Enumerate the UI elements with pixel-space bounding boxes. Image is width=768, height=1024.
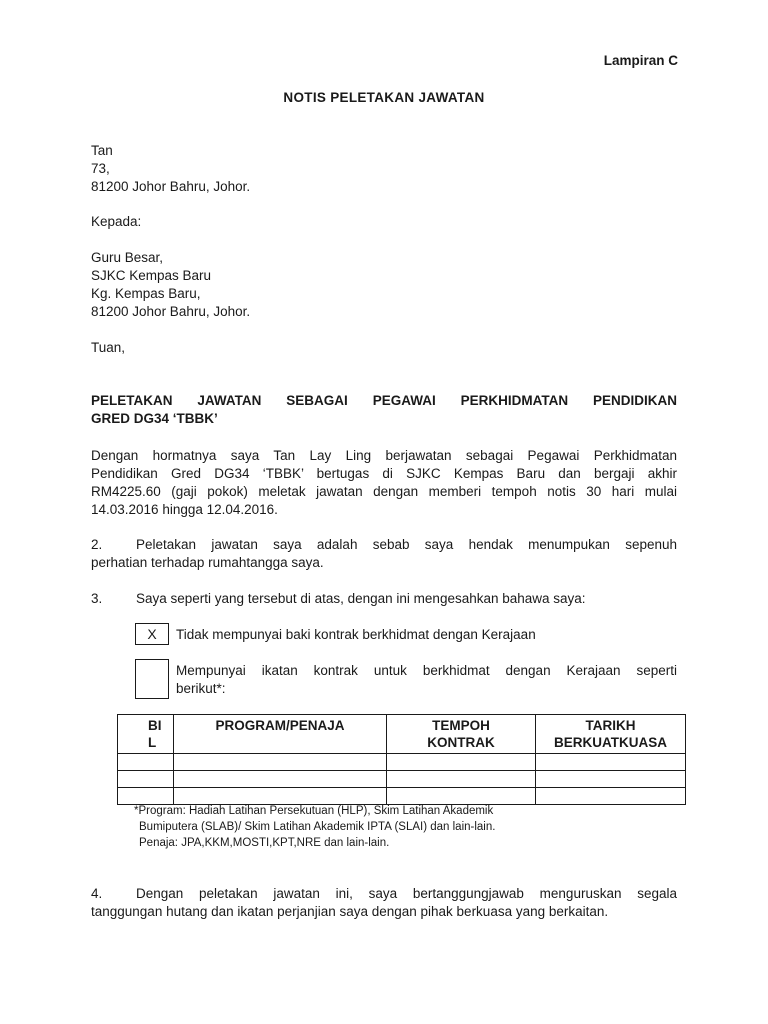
recipient-line: Kg. Kempas Baru, xyxy=(91,286,201,301)
contract-table xyxy=(117,714,686,805)
recipient-line: Guru Besar, xyxy=(91,250,164,265)
sender-address-line: 73, xyxy=(91,161,110,176)
table-row xyxy=(118,754,686,771)
table-row xyxy=(118,788,686,805)
document-title: NOTIS PELETAKAN JAWATAN xyxy=(283,90,485,105)
subject-line: PELETAKAN JAWATAN SEBAGAI PEGAWAI PERKHIDMATAN PENDIDIKAN xyxy=(91,393,677,408)
column-header-tarikh: TARIKH BERKUATKUASA xyxy=(536,715,686,754)
paragraph-3-text: Saya seperti yang tersebut di atas, dengan ini mengesahkan bahawa saya: xyxy=(136,591,586,606)
subject-line: GRED DG34 ‘TBBK’ xyxy=(91,411,218,426)
table-cell[interactable] xyxy=(387,754,536,771)
table-cell[interactable] xyxy=(118,754,174,771)
option-2-label: Mempunyai ikatan kontrak untuk berkhidmat dengan Kerajaan seperti xyxy=(176,663,677,678)
salutation: Tuan, xyxy=(91,340,126,355)
option-1-label: Tidak mempunyai baki kontrak berkhidmat dengan Kerajaan xyxy=(176,627,536,642)
table-cell[interactable] xyxy=(536,754,686,771)
option-2-checkbox[interactable] xyxy=(135,659,169,699)
option-1-checkbox[interactable]: X xyxy=(135,623,169,645)
table-cell[interactable] xyxy=(174,754,387,771)
table-cell[interactable] xyxy=(536,771,686,788)
paragraph-1-line: Dengan hormatnya saya Tan Lay Ling berjawatan sebagai Pegawai Perkhidmatan xyxy=(91,448,677,463)
table-cell[interactable] xyxy=(387,788,536,805)
paragraph-2-line: perhatian terhadap rumahtangga saya. xyxy=(91,555,324,570)
recipient-line: 81200 Johor Bahru, Johor. xyxy=(91,304,251,319)
paragraph-2-number: 2. xyxy=(91,537,103,552)
table-cell[interactable] xyxy=(387,771,536,788)
recipient-line: SJKC Kempas Baru xyxy=(91,268,212,283)
table-cell[interactable] xyxy=(174,788,387,805)
column-header-tempoh: TEMPOH KONTRAK xyxy=(387,715,536,754)
option-2-label: berikut*: xyxy=(176,681,226,696)
footnote-line: Bumiputera (SLAB)/ Skim Latihan Akademik IPTA (SLAI) dan lain-lain. xyxy=(139,821,496,833)
sender-name: Tan xyxy=(91,143,113,158)
paragraph-4-line: tanggungan hutang dan ikatan perjanjian saya dengan pihak berkuasa yang berkaitan. xyxy=(91,904,609,919)
paragraph-2-line: Peletakan jawatan saya adalah sebab saya hendak menumpukan sepenuh xyxy=(136,537,677,552)
recipient-heading: Kepada: xyxy=(91,214,142,229)
column-header-program: PROGRAM/PENAJA xyxy=(174,715,387,754)
table-cell[interactable] xyxy=(536,788,686,805)
column-header-bil: BI L xyxy=(118,715,174,754)
table-cell[interactable] xyxy=(118,788,174,805)
attachment-label: Lampiran C xyxy=(603,53,678,68)
table-cell[interactable] xyxy=(118,771,174,788)
paragraph-1-line: RM4225.60 (gaji pokok) meletak jawatan dengan memberi tempoh notis 30 hari mulai xyxy=(91,484,677,499)
footnote-line: Penaja: JPA,KKM,MOSTI,KPT,NRE dan lain-lain. xyxy=(139,837,390,849)
table-header-row xyxy=(118,715,686,754)
paragraph-4-line: Dengan peletakan jawatan ini, saya bertanggungjawab menguruskan segala xyxy=(136,886,677,901)
paragraph-1-line: 14.03.2016 hingga 12.04.2016. xyxy=(91,502,278,517)
table-row xyxy=(118,771,686,788)
paragraph-1-line: Pendidikan Gred DG34 ‘TBBK’ bertugas di SJKC Kempas Baru dan bergaji akhir xyxy=(91,466,677,481)
table-cell[interactable] xyxy=(174,771,387,788)
paragraph-3-number: 3. xyxy=(91,591,103,606)
sender-address-line: 81200 Johor Bahru, Johor. xyxy=(91,179,251,194)
paragraph-4-number: 4. xyxy=(91,886,103,901)
footnote-line: *Program: Hadiah Latihan Persekutuan (HLP), Skim Latihan Akademik xyxy=(134,805,494,817)
